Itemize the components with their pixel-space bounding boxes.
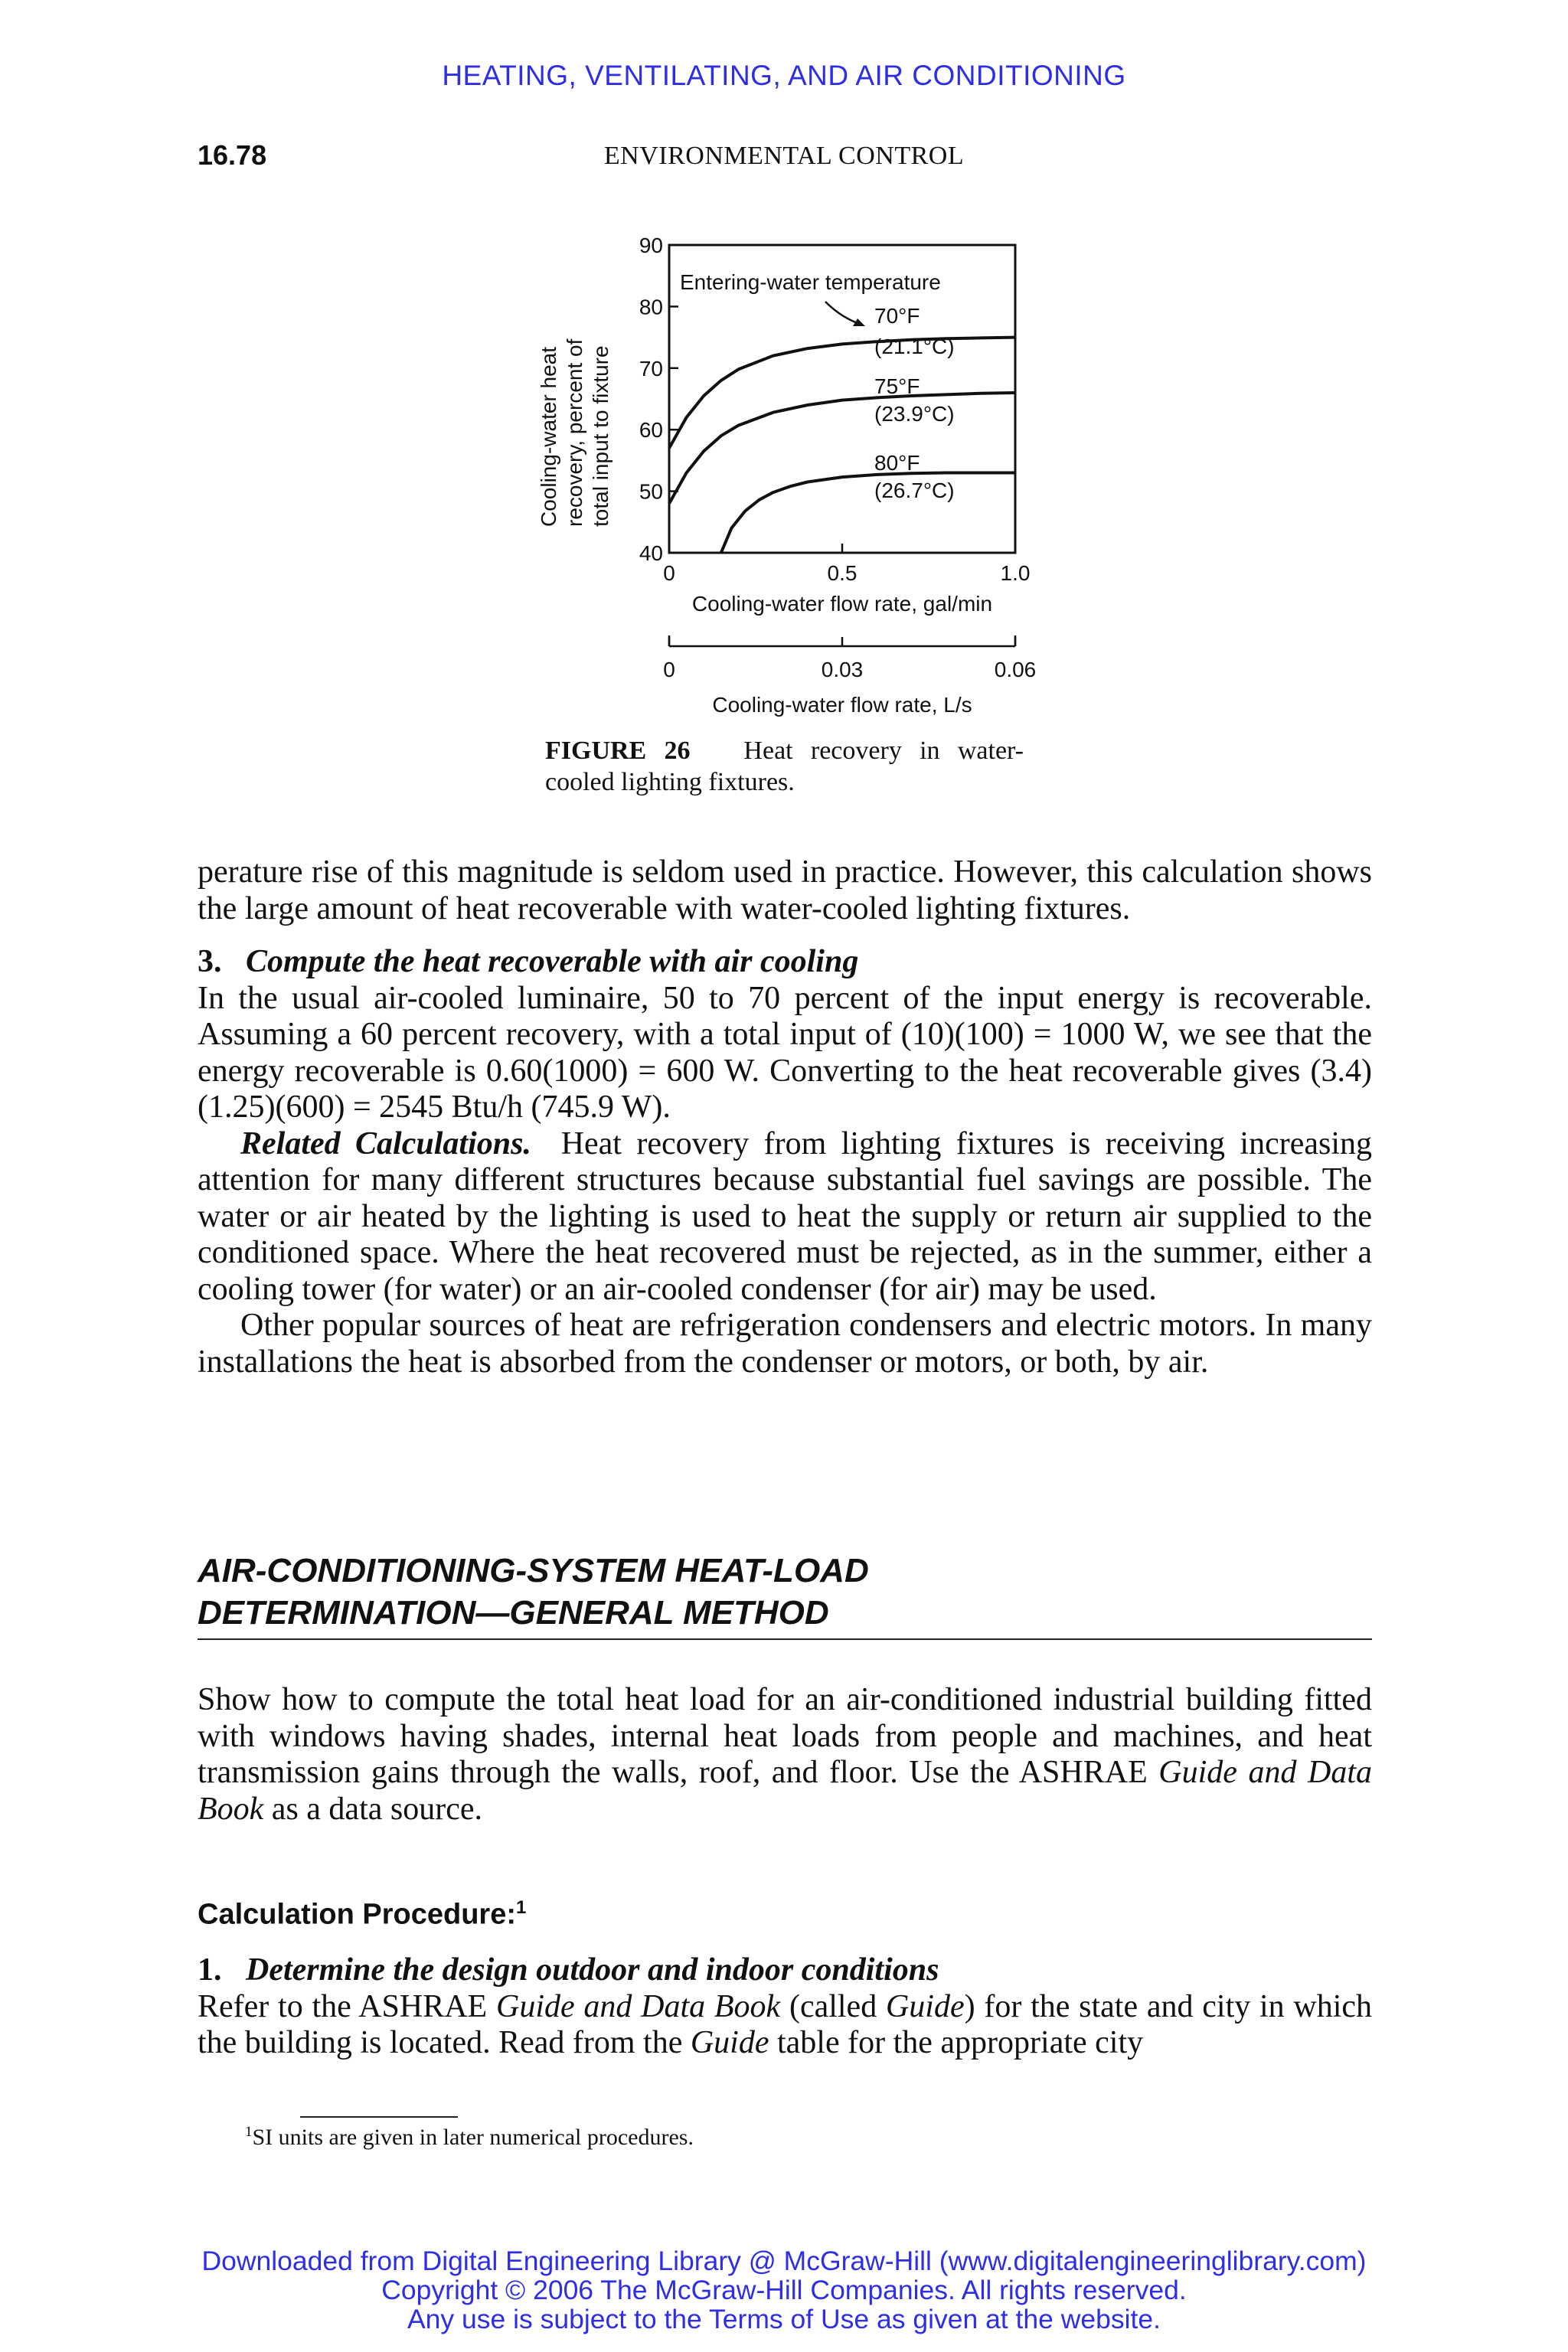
heading-rule xyxy=(198,1638,1372,1640)
footer-line-1[interactable]: Downloaded from Digital Engineering Library @ McGraw-Hill (www.digitalengineeringlibrary.com) xyxy=(201,2246,1367,2276)
step-1-text: Refer to the ASHRAE Guide and Data Book (called Guide) for the state and city in which the building is located. Read from the Guide table for the appropriate city xyxy=(198,1988,1373,2060)
si-tick-label: 0.03 xyxy=(821,658,864,681)
calculation-procedure-label: Calculation Procedure: xyxy=(198,1898,516,1931)
running-title: HEATING, VENTILATING, AND AIR CONDITIONING xyxy=(442,60,1126,91)
y-tick-label: 70 xyxy=(639,356,663,381)
step-1-title: Determine the design outdoor and indoor conditions xyxy=(246,1952,939,1988)
y-axis-label-line-2: recovery, percent of xyxy=(563,338,586,527)
heat-recovery-chart xyxy=(528,228,1049,733)
si-scale xyxy=(663,635,1036,681)
paragraph-air-cooling: In the usual air-cooled luminaire, 50 to 70 percent of the input energy is recoverable. Assuming a 60 percent recovery, with a total input of (10)(100) = 1000 W, we see that the energy recoverable is 0.60(1000) = 600 W. Converting to the heat recoverable gives (3.4)(1.25)(600) = 2545 Btu/h (745.9 W). xyxy=(198,980,1372,1125)
chart-title: Entering-water temperature xyxy=(680,270,941,294)
series-label-c: (21.1°C) xyxy=(874,335,955,358)
footer-line-3: Any use is subject to the Terms of Use as given at the website. xyxy=(407,2304,1161,2334)
step-3-number: 3. xyxy=(198,944,222,979)
series-label-f: 75°F xyxy=(874,374,920,398)
figure-label: FIGURE 26 xyxy=(545,737,691,765)
y-tick-label: 40 xyxy=(639,541,663,565)
paragraph-continuation: perature rise of this magnitude is seldom used in practice. However, this calculation shows the large amount of heat recoverable with water-cooled lighting fixtures. xyxy=(198,854,1372,926)
series-line-2 xyxy=(669,393,1015,504)
problem-text-1: Show how to compute the total heat load for an air-conditioned industrial building fitted with windows having shades, internal heat loads from people and machines, and heat transmission gains through the walls, roof, and floor. Use the ASHRAE xyxy=(198,1682,1372,1790)
download-footer xyxy=(0,2246,1568,2334)
si-tick-label: 0 xyxy=(663,658,675,681)
x-axis-label: Cooling-water flow rate, gal/min xyxy=(691,592,993,616)
y-tick-label: 50 xyxy=(639,479,663,504)
problem-statement xyxy=(198,1682,1372,1828)
figure-caption-line-2: cooled lighting fixtures. xyxy=(545,768,795,796)
footnote-text: SI units are given in later numerical procedures. xyxy=(252,2125,694,2150)
series-label-f: 80°F xyxy=(874,451,920,475)
y-tick-label: 90 xyxy=(639,234,663,257)
y-axis-label-line-3: total input to fixture xyxy=(589,345,612,527)
x-tick-label: 0 xyxy=(663,561,675,585)
calculation-procedure-heading xyxy=(198,1897,526,1932)
page-number: 16.78 xyxy=(198,139,267,171)
related-calculations-text: Heat recovery from lighting fixtures is receiving increasing attention for many different structures because substantial fuel savings are possible. The water or air heated by the lighting is used to heat the supply or return air supplied to the conditioned space. Where the heat recovered must be rejected, as in the summer, either a cooling tower (for water) or an air-cooled condenser (for air) may be used. xyxy=(198,1125,1373,1307)
paragraph-other-sources: Other popular sources of heat are refrigeration condensers and electric motors. In many installations the heat is absorbed from the condenser or motors, or both, by air. xyxy=(198,1308,1372,1380)
series-label-c: (23.9°C) xyxy=(874,402,955,426)
problem-book-title: Guide and Data Book xyxy=(198,1755,1372,1827)
step-1-number: 1. xyxy=(198,1952,222,1988)
section-heading-line-1: AIR-CONDITIONING-SYSTEM HEAT-LOAD xyxy=(198,1552,869,1589)
body-section-1 xyxy=(198,854,1372,1380)
footnote-rule xyxy=(300,2116,458,2118)
footnote xyxy=(245,2124,694,2151)
problem-text-2: as a data source. xyxy=(271,1791,482,1827)
x-tick-label: 0.5 xyxy=(827,561,858,585)
y-tick-label: 80 xyxy=(639,295,663,319)
footer-line-2: Copyright © 2006 The McGraw-Hill Companies. All rights reserved. xyxy=(381,2275,1187,2305)
paragraph-related-calculations xyxy=(198,1126,1372,1308)
footnote-reference: 1 xyxy=(515,1897,527,1918)
figure-caption-line-1: Heat recovery in water- xyxy=(743,737,1024,765)
figure-caption xyxy=(545,735,1024,798)
step-1-heading xyxy=(198,1952,1372,1989)
section-heading xyxy=(198,1550,1372,1634)
footnote-mark: 1 xyxy=(245,2124,253,2140)
step-3-title: Compute the heat recoverable with air cooling xyxy=(246,944,859,979)
x-tick-label: 1.0 xyxy=(1000,561,1031,585)
section-heading-line-2: DETERMINATION—GENERAL METHOD xyxy=(198,1594,829,1632)
section-title: ENVIRONMENTAL CONTROL xyxy=(603,142,965,170)
y-axis-label-line-1: Cooling-water heat xyxy=(537,346,560,527)
si-tick-label: 0.06 xyxy=(994,658,1037,681)
y-axis-label xyxy=(537,338,612,527)
step-3-heading xyxy=(198,944,1372,981)
series-label-c: (26.7°C) xyxy=(874,479,955,502)
series-line-3 xyxy=(721,473,1015,554)
series-label-f: 70°F xyxy=(874,304,920,328)
related-calculations-label: Related Calculations. xyxy=(240,1125,531,1161)
x-axis-si-label: Cooling-water flow rate, L/s xyxy=(712,693,972,717)
y-tick-label: 60 xyxy=(639,418,663,443)
procedure-step-1 xyxy=(198,1952,1372,2062)
